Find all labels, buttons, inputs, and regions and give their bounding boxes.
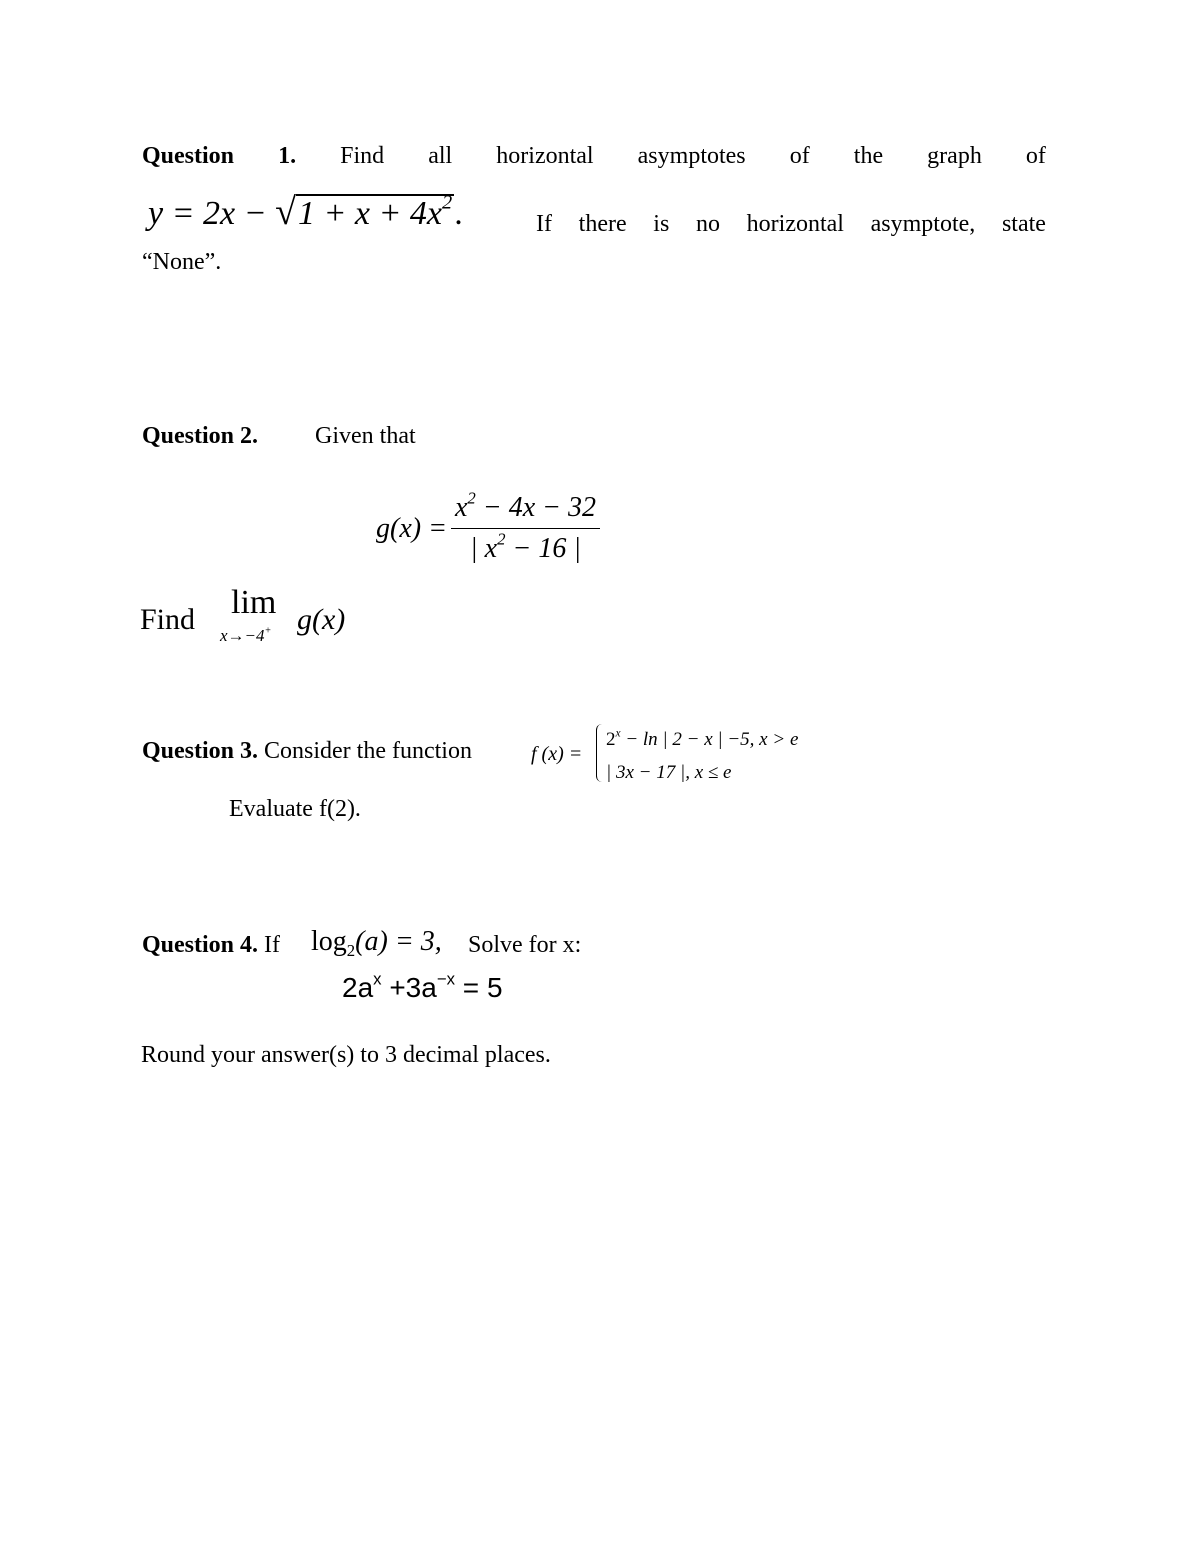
q1-equation bbox=[148, 190, 463, 234]
q3-line bbox=[142, 738, 472, 765]
q2-given-text: Given that bbox=[315, 423, 416, 449]
q2-numerator-exponent: 2 bbox=[467, 488, 476, 508]
brace-icon bbox=[596, 724, 603, 782]
q3-text: Consider the function bbox=[258, 738, 472, 764]
q3-function-lhs: f (x) = bbox=[531, 743, 583, 765]
q2-denominator-exponent: 2 bbox=[497, 529, 506, 549]
q4-log-condition bbox=[311, 926, 442, 958]
q4-if-word: If bbox=[258, 932, 280, 958]
q2-function-definition bbox=[376, 488, 600, 565]
q1-word: graph bbox=[927, 143, 982, 169]
q1-tail-line bbox=[536, 211, 1046, 238]
q1-radicand-exponent: 2 bbox=[442, 191, 453, 214]
q1-word: asymptotes bbox=[637, 143, 746, 169]
q1-label-word: Question bbox=[142, 143, 235, 169]
q1-tail-word: is bbox=[653, 211, 670, 237]
q4-equation bbox=[342, 969, 503, 1004]
q4-log-base: 2 bbox=[346, 940, 356, 960]
q1-equation-lhs: y = 2x − bbox=[148, 195, 276, 232]
q2-limit-side: + bbox=[264, 625, 272, 637]
q1-radicand-text: 1 + x + 4x bbox=[297, 195, 443, 232]
q2-numerator bbox=[451, 488, 600, 529]
q1-label-number: 1. bbox=[278, 143, 297, 169]
q4-log-word: log bbox=[311, 926, 347, 957]
q3-evaluate-text: Evaluate f(2). bbox=[229, 796, 361, 822]
q3-case-one-exponent: x bbox=[615, 727, 621, 740]
q1-word: of bbox=[789, 143, 810, 169]
q2-denominator bbox=[466, 529, 585, 565]
radical-sign-icon: √ bbox=[275, 191, 296, 233]
q1-radicand bbox=[296, 191, 454, 232]
q2-limit-function: g(x) bbox=[297, 603, 346, 636]
q1-tail-word: no bbox=[695, 211, 720, 237]
q2-limit-operator: lim bbox=[231, 584, 277, 621]
q4-log-rest: (a) = 3, bbox=[355, 926, 442, 957]
q3-case-one bbox=[606, 729, 798, 751]
q2-numerator-rest: − 4x − 32 bbox=[475, 492, 597, 523]
q4-equation-exponent-a: x bbox=[373, 969, 382, 989]
q2-denominator-open: | x bbox=[469, 533, 498, 564]
q1-equation-period: . bbox=[454, 195, 463, 232]
q1-tail-word: horizontal bbox=[746, 211, 844, 237]
q1-none-text: “None”. bbox=[142, 249, 222, 275]
q4-equation-term-a: 2a bbox=[342, 972, 374, 1003]
q3-label: Question 3. bbox=[142, 738, 259, 764]
q1-first-line bbox=[142, 143, 1046, 170]
q2-find-word: Find bbox=[140, 603, 196, 636]
q2-limit-approach: x→−4 bbox=[220, 626, 265, 645]
q2-function-lhs: g(x) = bbox=[376, 512, 447, 544]
q1-word: of bbox=[1025, 143, 1046, 169]
q1-word: horizontal bbox=[496, 143, 594, 169]
q1-tail-word: there bbox=[578, 211, 627, 237]
q3-case-two: | 3x − 17 |, x ≤ e bbox=[606, 762, 732, 783]
q1-tail-word: If bbox=[536, 211, 552, 237]
q1-word: Find bbox=[340, 143, 385, 169]
q2-limit-subscript bbox=[220, 626, 271, 646]
q4-label: Question 4. bbox=[142, 932, 259, 958]
q2-fraction bbox=[451, 488, 600, 565]
q4-rounding-instruction: Round your answer(s) to 3 decimal places. bbox=[141, 1042, 551, 1068]
q2-label: Question 2. bbox=[142, 423, 259, 449]
q1-word: all bbox=[428, 143, 453, 169]
q1-tail-word: state bbox=[1001, 211, 1046, 237]
q4-equation-term-b: +3a bbox=[381, 972, 437, 1003]
q2-denominator-rest: − 16 | bbox=[505, 533, 582, 564]
q1-tail-word: asymptote, bbox=[870, 211, 976, 237]
q4-equation-exponent-b: −x bbox=[436, 969, 456, 989]
q4-solve-text: Solve for x: bbox=[468, 932, 582, 958]
q4-equation-rhs: = 5 bbox=[455, 972, 503, 1003]
q4-line bbox=[142, 932, 280, 959]
q3-case-one-base: 2 bbox=[606, 729, 616, 750]
q2-numerator-x: x bbox=[454, 492, 468, 523]
q1-word: the bbox=[853, 143, 884, 169]
q3-case-one-rest: − ln | 2 − x | −5, x > e bbox=[620, 729, 799, 750]
